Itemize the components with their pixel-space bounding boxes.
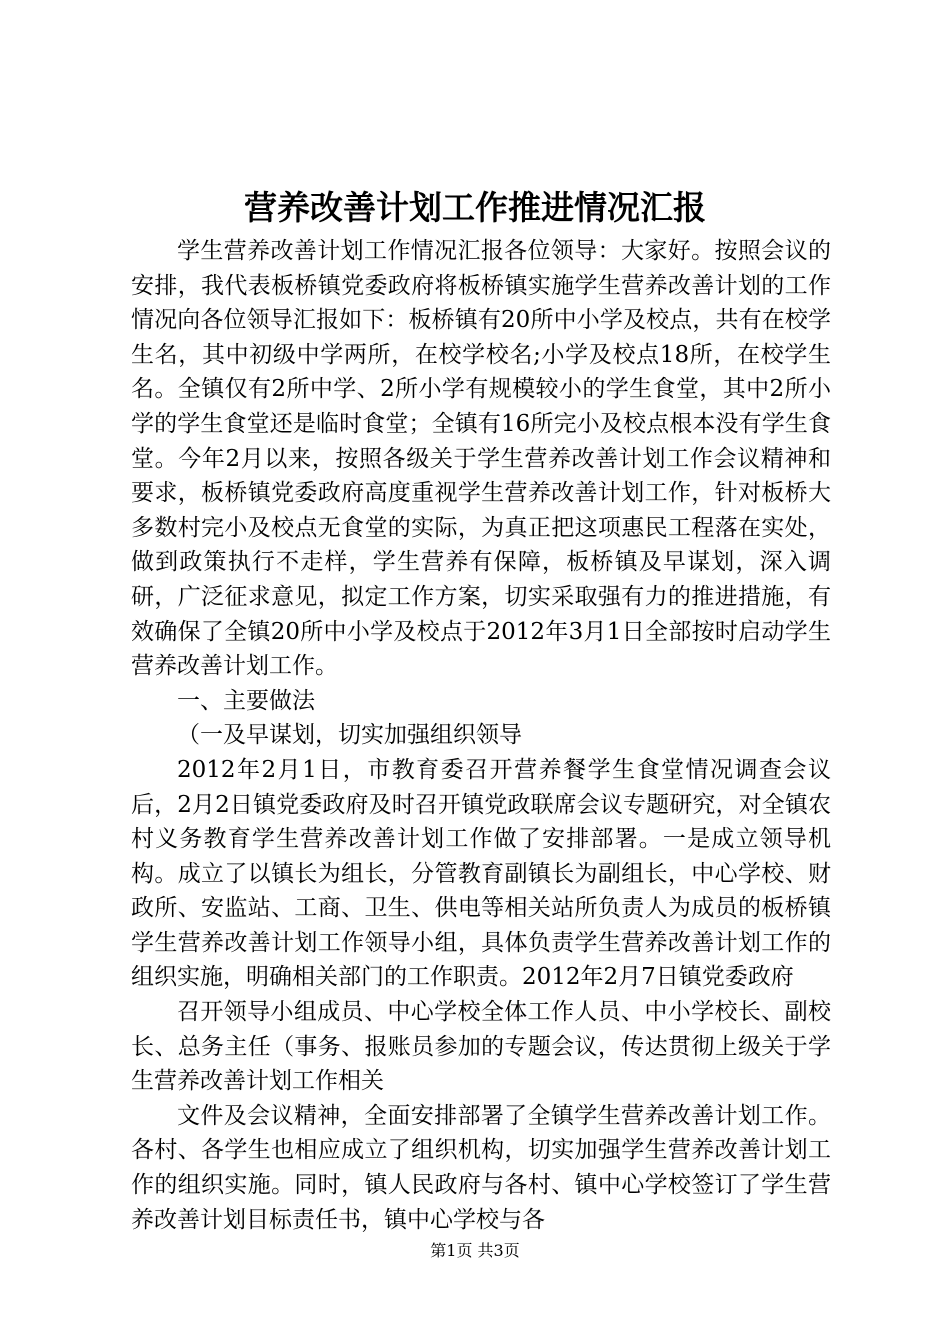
- section-heading: 一、主要做法: [177, 687, 315, 714]
- document-title: 营养改善计划工作推进情况汇报: [244, 188, 706, 227]
- subsection-heading: （一及早谋划，切实加强组织领导: [177, 722, 522, 749]
- document-body: [131, 234, 831, 1237]
- paragraph: 学生营养改善计划工作情况汇报各位领导：大家好。按照会议的安排，我代表板桥镇党委政府将板桥镇实施学生营养改善计划的工作情况向各位领导汇报如下：板桥镇有20所中小学及校点，共有在校学生名，其中初级中学两所，在校学校名;小学及校点18所，在校学生名。全镇仅有2所中学、2所小学有规模较小的学生食堂，其中2所小学的学生食堂还是临时食堂；全镇有16所完小及校点根本没有学生食堂。今年2月以来，按照各级关于学生营养改善计划工作会议精神和要求，板桥镇党委政府高度重视学生营养改善计划工作，针对板桥大多数村完小及校点无食堂的实际，为真正把这项惠民工程落在实处，做到政策执行不走样，学生营养有保障，板桥镇及早谋划，深入调研，广泛征求意见，拟定工作方案，切实采取强有力的推进措施，有效确保了全镇20所中小学及校点于2012年3月1日全部按时启动学生营养改善计划工作。: [131, 238, 831, 680]
- page-footer: 第1页 共3页: [430, 1241, 520, 1260]
- paragraph: 文件及会议精神，全面安排部署了全镇学生营养改善计划工作。各村、各学生也相应成立了组织机构，切实加强学生营养改善计划工作的组织实施。同时，镇人民政府与各村、镇中心学校签订了学生营养改善计划目标责任书，镇中心学校与各: [131, 1102, 831, 1233]
- paragraph: 召开领导小组成员、中心学校全体工作人员、中小学校长、副校长、总务主任（事务、报账员参加的专题会议，传达贯彻上级关于学生营养改善计划工作相关: [131, 999, 831, 1095]
- paragraph: 2012年2月1日，市教育委召开营养餐学生食堂情况调查会议后，2月2日镇党委政府及时召开镇党政联席会议专题研究，对全镇农村义务教育学生营养改善计划工作做了安排部署。一是成立领导机构。成立了以镇长为组长，分管教育副镇长为副组长，中心学校、财政所、安监站、工商、卫生、供电等相关站所负责人为成员的板桥镇学生营养改善计划工作领导小组，具体负责学生营养改善计划工作的组织实施，明确相关部门的工作职责。2012年2月7日镇党委政府: [131, 756, 831, 991]
